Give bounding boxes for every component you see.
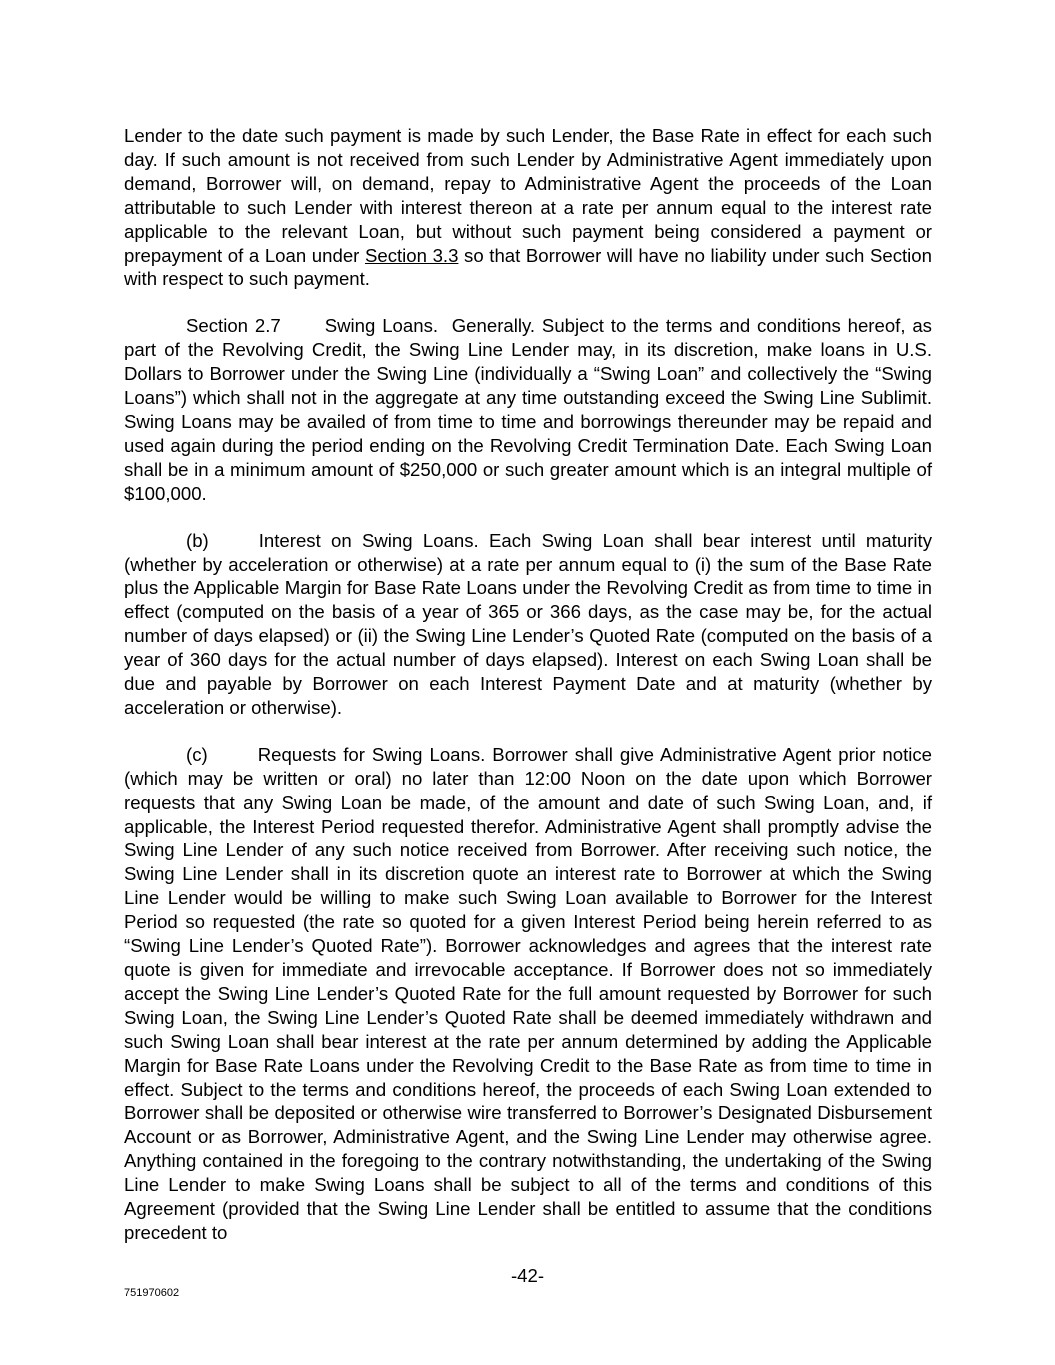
paragraph-c xyxy=(124,743,932,1245)
body-text xyxy=(124,124,932,1268)
section-reference-link: Section 3.3 xyxy=(364,244,459,266)
paragraph-b xyxy=(124,529,932,720)
paragraph-heading: Interest on Swing Loans. xyxy=(258,529,479,551)
paragraph-label: (c) xyxy=(186,743,208,765)
page-number: -42- xyxy=(510,1265,545,1286)
paragraph-label: (b) xyxy=(186,529,209,551)
section-2-7-paragraph xyxy=(124,314,932,505)
subsection-heading: Generally. xyxy=(451,315,536,337)
document-id: 751970602 xyxy=(124,1287,180,1299)
paragraph-heading: Requests for Swing Loans. xyxy=(257,743,486,765)
paragraph-continuation xyxy=(124,124,932,291)
paragraph-text: Borrower shall give Administrative Agent prior notice (which may be written or oral) no later than 12:00 Noon on the date upon which Borrower requests that any Swing Loan be made, of the amount and date of such Swing Loan, and, if applicable, the Interest Period requested therefor. Administrative Agent shall promptly advise the Swing Line Lender of any such notice received from Borrower. After receiving such notice, the Swing Line Lender shall in its discretion quote an interest rate to Borrower at which the Swing Line Lender would be willing to make such Swing Loan available to Borrower for the Interest Period so requested (the rate so quoted for a given Interest Period being herein referred to as “Swing Line Lender’s Quoted Rate”). Borrower acknowledges and agrees that the interest rate quote is given for immediate and irrevocable acceptance. If Borrower does not so immediately accept the Swing Line Lender’s Quoted Rate for the full amount requested by Borrower for such Swing Loan, the Swing Line Lender’s Quoted Rate shall be deemed immediately withdrawn and such Swing Loan shall bear interest at the rate per annum determined by adding the Applicable Margin for Base Rate Loans under the Revolving Credit to the Base Rate as from time to time in effect. Subject to the terms and conditions hereof, the proceeds of each Swing Loan extended to Borrower shall be deposited or otherwise wire transferred to Borrower’s Designated Disbursement Account or as Borrower, Administrative Agent, and the Swing Line Lender may otherwise agree. Anything contained in the foregoing to the contrary notwithstanding, the undertaking of the Swing Line Lender to make Swing Loans shall be subject to all of the terms and conditions of this Agreement (provided that the Swing Line Lender shall be entitled to assume that the conditions precedent to xyxy=(124,743,933,1243)
paragraph-text: Subject to the terms and conditions hereof, as part of the Revolving Credit, the Swing Line Lender may, in its discretion, make loans in U.S. Dollars to Borrower under the Swing Line (individually a “Swing Loan” and collectively the “Swing Loans”) which shall not in the aggregate at any time outstanding exceed the Swing Line Sublimit. Swing Loans may be availed of from time to time and borrowings thereunder may be repaid and used again during the period ending on the Revolving Credit Termination Date. Each Swing Loan shall be in a minimum amount of $250,000 or such greater amount which is an integral multiple of $100,000. xyxy=(124,315,932,504)
section-number: Section 2.7 xyxy=(186,315,281,337)
section-heading: Swing Loans. xyxy=(324,315,439,337)
paragraph-text: so that Borrower will have no liability under such Section with respect to such payment. xyxy=(124,244,932,290)
paragraph-text: Each Swing Loan shall bear interest until maturity (whether by acceleration or otherwise) at a rate per annum equal to (i) the sum of the Base Rate plus the Applicable Margin for Base Rate Loans under the Revolving Credit as from time to time in effect (computed on the basis of a year of 365 or 366 days, as the case may be, for the actual number of days elapsed) or (ii) the Swing Line Lender’s Quoted Rate (computed on the basis of a year of 360 days for the actual number of days elapsed). Interest on each Swing Loan shall be due and payable by Borrower on each Interest Payment Date and at maturity (whether by acceleration or otherwise). xyxy=(124,529,932,718)
paragraph-text: Lender to the date such payment is made by such Lender, the Base Rate in effect for each such day. If such amount is not received from such Lender by Administrative Agent immediately upon demand, Borrower will, on demand, repay to Administrative Agent the proceeds of the Loan attributable to such Lender with interest thereon at a rate per annum equal to the interest rate applicable to the relevant Loan, but without such payment being considered a payment or prepayment of a Loan under xyxy=(124,125,932,266)
